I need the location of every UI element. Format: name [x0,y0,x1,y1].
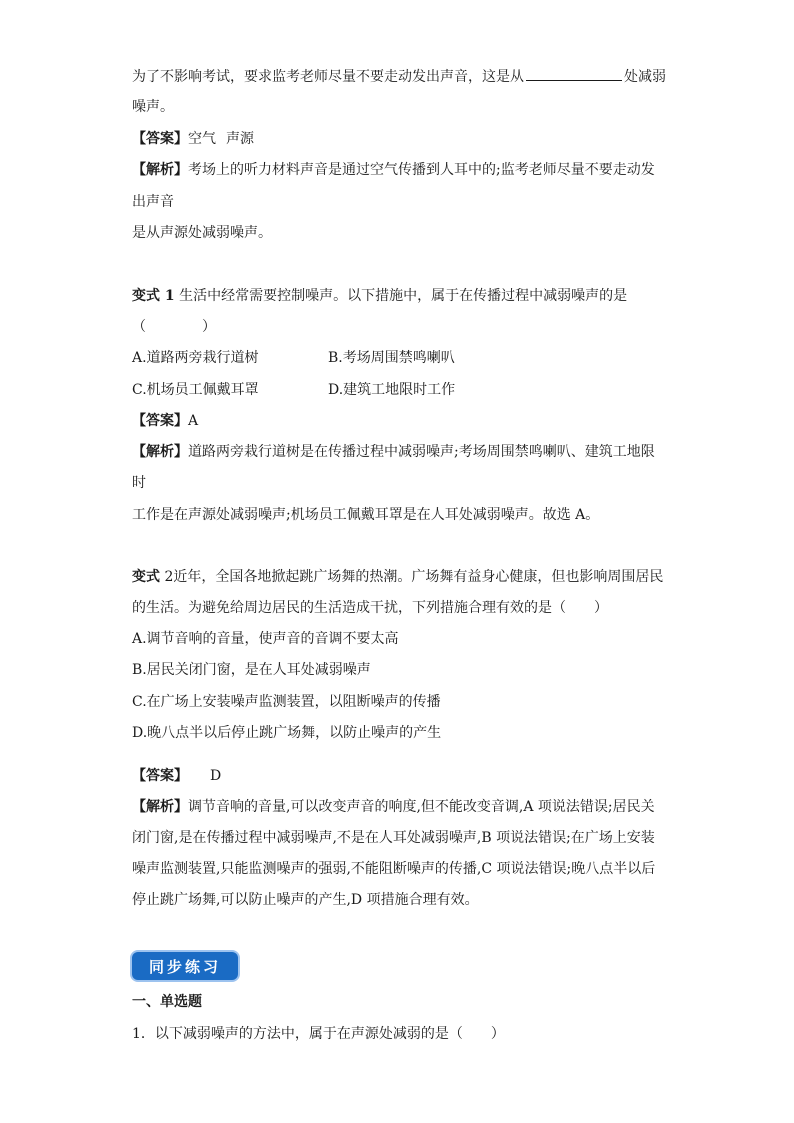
variant1-analysis-line-1 [132,442,655,462]
variant2-label: 变式 [132,569,160,585]
variant1-analysis-line-2: 时 [132,475,146,491]
variant1-question [132,286,627,306]
question-text: 为了不影响考试，要求监考老师尽量不要走动发出声音，这是从 [132,69,524,85]
variant2-option-d: D.晚八点半以后停止跳广场舞，以防止噪声的产生 [132,725,442,741]
answer-value-2: 声源 [226,131,254,147]
question-text: 2近年，全国各地掀起跳广场舞的热潮。广场舞有益身心健康，但也影响周围居民 [160,569,664,585]
variant1-options-row-1 [132,348,455,368]
answer-label: 【答案】 [132,131,188,147]
variant2-question-line-1 [132,567,663,587]
answer-label: 【答案】 [132,413,188,429]
intro-question-line-1 [132,66,666,87]
variant2-option-c: C.在广场上安装噪声监测装置，以阻断噪声的传播 [132,694,441,710]
answer-label: 【答案】 [132,768,188,784]
analysis-label: 【解析】 [132,162,188,178]
question-1: 1．以下减弱噪声的方法中，属于在声源处减弱的是（ ） [132,1026,505,1042]
variant1-options-row-2 [132,380,455,400]
option-d: D.建筑工地限时工作 [328,382,456,398]
variant1-label: 变式 1 [132,288,175,304]
section-heading: 一、单选题 [132,994,202,1010]
variant1-paren: （ ） [132,319,216,335]
answer-value: 空气 [188,131,216,147]
variant1-analysis-line-3: 工作是在声源处减弱噪声;机场员工佩戴耳罩是在人耳处减弱噪声。故选 A。 [132,507,600,523]
question-text: 生活中经常需要控制噪声。以下措施中，属于在传播过程中减弱噪声的是 [174,288,628,304]
intro-analysis-line-1 [132,160,655,180]
analysis-text: 调节音响的音量,可以改变声音的响度,但不能改变音调,A 项说法错误;居民关 [188,799,655,815]
analysis-label: 【解析】 [132,799,188,815]
fill-in-blank [526,66,622,81]
question-text: 处减弱 [624,69,666,85]
variant2-analysis-line-2: 闭门窗,是在传播过程中减弱噪声,不是在人耳处减弱噪声,B 项说法错误;在广场上安装 [132,830,655,846]
option-c: C.机场员工佩戴耳罩 [132,382,259,398]
answer-value: A [188,413,199,429]
intro-answer [132,129,254,149]
analysis-text: 考场上的听力材料声音是通过空气传播到人耳中的;监考老师尽量不要走动发 [188,162,655,178]
intro-analysis-line-2: 出声音 [132,194,174,210]
analysis-label: 【解析】 [132,444,188,460]
practice-badge: 同步练习 [132,952,238,980]
intro-question-line-2: 噪声。 [132,99,174,115]
analysis-text: 道路两旁栽行道树是在传播过程中减弱噪声;考场周围禁鸣喇叭、建筑工地限 [188,444,655,460]
variant2-option-b: B.居民关闭门窗，是在人耳处减弱噪声 [132,662,371,678]
variant2-analysis-line-4: 停止跳广场舞,可以防止噪声的产生,D 项措施合理有效。 [132,892,479,908]
variant2-answer [132,766,221,786]
intro-analysis-line-3: 是从声源处减弱噪声。 [132,225,272,241]
variant2-analysis-line-1 [132,797,655,817]
answer-value: D [210,768,222,784]
variant1-answer [132,411,198,431]
variant2-analysis-line-3: 噪声监测装置,只能监测噪声的强弱,不能阻断噪声的传播,C 项说法错误;晚八点半以后 [132,861,656,877]
variant2-question-line-2: 的生活。为避免给周边居民的生活造成干扰，下列措施合理有效的是（ ） [132,600,608,616]
option-a: A.道路两旁栽行道树 [132,350,259,366]
option-b: B.考场周围禁鸣喇叭 [328,350,455,366]
variant2-option-a: A.调节音响的音量，使声音的音调不要太高 [132,631,399,647]
